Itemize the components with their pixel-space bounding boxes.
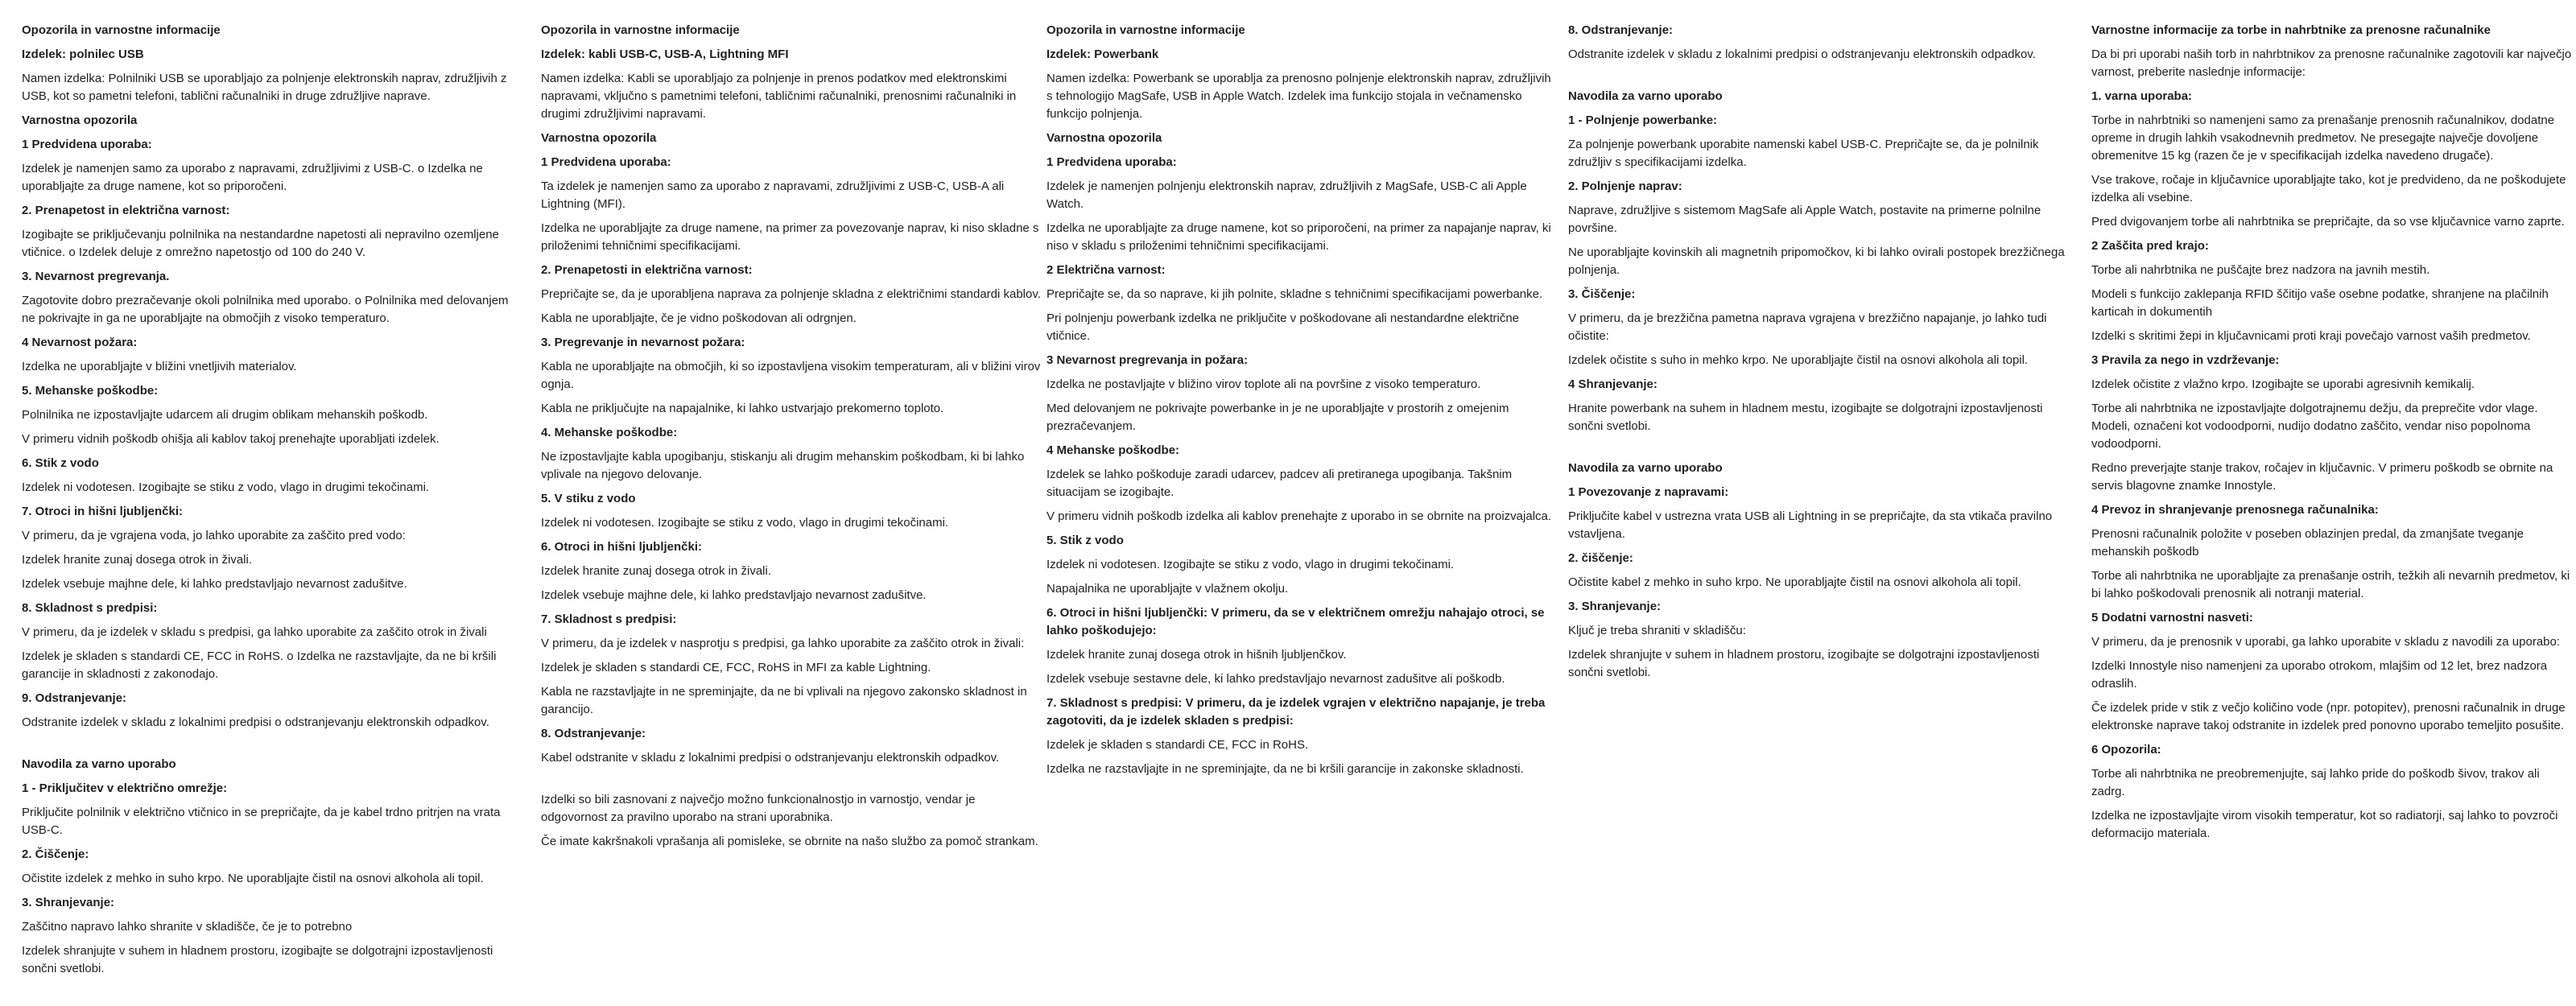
section-heading: 1 - Polnjenje powerbanke:: [1568, 113, 1718, 127]
section-heading: 1 - Priključitev v električno omrežje:: [22, 781, 228, 795]
paragraph: Izdelek je skladen s standardi CE, FCC in RoHS. o Izdelka ne razstavljajte, da ne bi kršili garancije in skladnosti z zakonodajo.: [22, 649, 497, 681]
section-heading: 5. Stik z vodo: [1046, 534, 1124, 547]
paragraph: Kabla ne uporabljajte, če je vidno poškodovan ali odrgnjen.: [541, 311, 857, 325]
column-laptop-bags: [2091, 22, 2574, 849]
section-heading: 8. Odstranjevanje:: [1568, 23, 1674, 37]
paragraph: Izdelki Innostyle niso namenjeni za uporabo otrokom, mlajšim od 12 let, brez nadzora odraslih.: [2091, 659, 2548, 691]
paragraph: Kabla ne priključujte na napajalnike, ki lahko ustvarjajo prekomerno toploto.: [541, 402, 944, 415]
section-heading: 4 Mehanske poškodbe:: [1046, 443, 1180, 457]
paragraph: V primeru, da je brezžična pametna naprava vgrajena v brezžično napajanje, jo lahko tudi očistite:: [1568, 311, 2047, 343]
paragraph: Izdelek je skladen s standardi CE, FCC in RoHS.: [1046, 738, 1309, 752]
section-heading: 2. Čiščenje:: [22, 847, 89, 861]
column-usage-instructions: [1568, 22, 2067, 688]
paragraph: Torbe ali nahrbtnika ne puščajte brez nadzora na javnih mestih.: [2091, 263, 2430, 277]
paragraph: Torbe in nahrbtniki so namenjeni samo za prenašanje prenosnih računalnikov, dodatne opreme in drugih lahkih vsakodnevnih predmetov. Ne presegajte največje dovoljene obremenitve 15 kg (razen če je v specifikacijah izdelka navedeno drugače).: [2091, 113, 2555, 163]
paragraph: Ključ je treba shraniti v skladišču:: [1568, 624, 1746, 637]
paragraph: Če izdelek pride v stik z večjo količino vode (npr. potopitev), prenosni računalnik in druge elektronske naprave takoj odstranite in izdelek pred ponovno uporabo temeljito posušite.: [2091, 701, 2566, 732]
paragraph: Izdelek je namenjen polnjenju elektronskih naprav, združljivih z MagSafe, USB-C ali Apple Watch.: [1046, 179, 1527, 211]
section-heading: Opozorila in varnostne informacije: [541, 23, 740, 37]
paragraph: Zaščitno napravo lahko shranite v skladišče, če je to potrebno: [22, 920, 353, 934]
paragraph: Med delovanjem ne pokrivajte powerbanke in je ne uporabljajte v prostorih z omejenim prezračevanjem.: [1046, 402, 1509, 433]
paragraph: Izdelka ne uporabljajte za druge namene, na primer za povezovanje naprav, ki niso skladne s priloženimi tehničnimi specifikacijami.: [541, 221, 1039, 253]
paragraph: Izdelka ne izpostavljajte virom visokih temperatur, kot so radiatorji, saj lahko to povzroči deformacijo materiala.: [2091, 809, 2558, 840]
paragraph: Priključite kabel v ustrezna vrata USB ali Lightning in se prepričajte, da sta vtikača pravilno vstavljena.: [1568, 509, 2053, 541]
section-heading: Izdelek: Powerbank: [1046, 47, 1159, 61]
paragraph: Izdelek hranite zunaj dosega otrok in hišnih ljubljenčkov.: [1046, 648, 1347, 662]
section-heading: 3. Čiščenje:: [1568, 287, 1636, 301]
section-heading: 5 Dodatni varnostni nasveti:: [2091, 611, 2253, 625]
paragraph: Očistite izdelek z mehko in suho krpo. Ne uporabljajte čistil na osnovi alkohola ali topil.: [22, 872, 484, 885]
paragraph: V primeru, da je vgrajena voda, jo lahko uporabite za zaščito pred vodo:: [22, 529, 406, 542]
paragraph: Očistite kabel z mehko in suho krpo. Ne uporabljajte čistil na osnovi alkohola ali topil.: [1568, 575, 2021, 589]
paragraph: Namen izdelka: Kabli se uporabljajo za polnjenje in prenos podatkov med elektronskimi napravami, vključno s pametnimi telefoni, tabličnimi računalniki, prenosnimi računalniki in drugimi združljivimi napravami.: [541, 72, 1017, 121]
section-heading: 8. Skladnost s predpisi:: [22, 601, 158, 615]
paragraph: Za polnjenje powerbank uporabite namenski kabel USB-C. Prepričajte se, da je polnilnik združljiv s specifikacijami izdelka.: [1568, 138, 2039, 169]
section-heading: 5. V stiku z vodo: [541, 492, 636, 505]
paragraph: V primeru vidnih poškodb izdelka ali kablov prenehajte z uporabo in se obrnite na proizvajalca.: [1046, 509, 1552, 523]
paragraph: Izdelek shranjujte v suhem in hladnem prostoru, izogibajte se dolgotrajni izpostavljenosti sončni svetlobi.: [1568, 648, 2040, 679]
paragraph: Modeli s funkcijo zaklepanja RFID ščitijo vaše osebne podatke, shranjene na plačilnih karticah in dokumentih: [2091, 287, 2549, 319]
paragraph: Izdelek se lahko poškoduje zaradi udarcev, padcev ali pretiranega upogibanja. Takšnim situacijam se izogibajte.: [1046, 468, 1513, 499]
section-heading: 1 Predvidena uporaba:: [541, 155, 671, 169]
section-heading: 5. Mehanske poškodbe:: [22, 384, 159, 398]
paragraph: Izdelki s skritimi žepi in ključavnicami proti kraji povečajo varnost vaših predmetov.: [2091, 329, 2531, 343]
section-heading: 4 Nevarnost požara:: [22, 336, 138, 349]
paragraph: Torbe ali nahrbtnika ne uporabljajte za prenašanje ostrih, težkih ali nevarnih predmetov, ki bi lahko poškodovali prenosnik ali notranji material.: [2091, 569, 2570, 600]
section-heading: 3. Nevarnost pregrevanja.: [22, 270, 170, 283]
paragraph: Izdelek očistite z vlažno krpo. Izogibajte se uporabi agresivnih kemikalij.: [2091, 377, 2475, 391]
paragraph: Izdelek shranjujte v suhem in hladnem prostoru, izogibajte se dolgotrajni izpostavljenosti sončni svetlobi.: [22, 944, 493, 975]
paragraph: Izdelek ni vodotesen. Izogibajte se stiku z vodo, vlago in drugimi tekočinami.: [22, 480, 430, 494]
paragraph: Torbe ali nahrbtnika ne preobremenjujte, saj lahko pride do poškodb šivov, trakov ali zadrg.: [2091, 767, 2540, 798]
paragraph: Pri polnjenju powerbank izdelka ne priključite v poškodovane ali nestandardne električne vtičnice.: [1046, 311, 1520, 343]
section-heading: 3 Nevarnost pregrevanja in požara:: [1046, 353, 1249, 367]
paragraph: Izdelka ne uporabljajte za druge namene, kot so priporočeni, na primer za napajanje naprav, ki niso v skladu s priloženimi tehničnimi specifikacijami.: [1046, 221, 1551, 253]
section-heading: Navodila za varno uporabo: [22, 757, 176, 771]
section-heading: 1 Predvidena uporaba:: [1046, 155, 1177, 169]
paragraph: Hranite powerbank na suhem in hladnem mestu, izogibajte se dolgotrajni izpostavljenosti sončni svetlobi.: [1568, 402, 2043, 433]
section-heading: 7. Otroci in hišni ljubljenčki:: [22, 505, 184, 518]
section-heading: 3. Shranjevanje:: [1568, 600, 1662, 613]
paragraph: Izdelka ne uporabljajte v bližini vnetljivih materialov.: [22, 360, 297, 373]
section-heading: Navodila za varno uporabo: [1568, 89, 1723, 103]
paragraph: Pred dvigovanjem torbe ali nahrbtnika se prepričajte, da so vse ključavnice varno zaprte.: [2091, 215, 2565, 229]
section-heading: Navodila za varno uporabo: [1568, 461, 1723, 475]
section-heading: 7. Skladnost s predpisi: V primeru, da je izdelek vgrajen v električno napajanje, je treba zagotoviti, da je izdelek skladen s predpisi:: [1046, 696, 1546, 728]
paragraph: Ne uporabljajte kovinskih ali magnetnih pripomočkov, ki bi lahko ovirali postopek brezžičnega polnjenja.: [1568, 245, 2065, 277]
paragraph: Kabla ne razstavljajte in ne spreminjajte, da ne bi vplivali na njegovo zakonsko skladnost in garancijo.: [541, 685, 1027, 716]
section-heading: 4 Prevoz in shranjevanje prenosnega računalnika:: [2091, 503, 2379, 517]
paragraph: Izdelka ne postavljajte v bližino virov toplote ali na površine z visoko temperaturo.: [1046, 377, 1481, 391]
paragraph: Namen izdelka: Polnilniki USB se uporabljajo za polnjenje elektronskih naprav, združljivih z USB, kot so pametni telefoni, tablični računalniki in druge združljive naprave.: [22, 72, 507, 103]
section-heading: 3. Shranjevanje:: [22, 896, 115, 909]
section-heading: Varnostna opozorila: [1046, 131, 1162, 145]
paragraph: Namen izdelka: Powerbank se uporablja za prenosno polnjenje elektronskih naprav, združljivih s tehnologijo MagSafe, USB in Apple Watch. Izdelek ima funkcijo stojala in večnamensko funkcijo polnjenja.: [1046, 72, 1551, 121]
paragraph: Kabel odstranite v skladu z lokalnimi predpisi o odstranjevanju elektronskih odpadkov.: [541, 751, 1000, 765]
paragraph: Izdelki so bili zasnovani z največjo možno funkcionalnostjo in varnostjo, vendar je odgovornost za pravilno uporabo na strani uporabnika.: [541, 793, 976, 824]
paragraph: V primeru vidnih poškodb ohišja ali kablov takoj prenehajte uporabljati izdelek.: [22, 432, 440, 446]
paragraph: Prepričajte se, da je uporabljena naprava za polnjenje skladna z električnimi standardi kablov.: [541, 287, 1041, 301]
column-powerbank: [1046, 22, 1552, 785]
section-heading: 2. Polnjenje naprav:: [1568, 179, 1682, 193]
paragraph: Naprave, združljive s sistemom MagSafe ali Apple Watch, postavite na primerne polnilne površine.: [1568, 204, 2041, 235]
section-heading: Opozorila in varnostne informacije: [22, 23, 221, 37]
section-heading: Varnostna opozorila: [22, 113, 138, 127]
paragraph: Izogibajte se priključevanju polnilnika na nestandardne napetosti ali nepravilno ozemljene vtičnice. o Izdelek deluje z omrežno napetostjo od 100 do 240 V.: [22, 228, 499, 259]
paragraph: V primeru, da je izdelek v skladu s predpisi, ga lahko uporabite za zaščito otrok in živali: [22, 625, 487, 639]
paragraph: Torbe ali nahrbtnika ne izpostavljajte dolgotrajnemu dežju, da preprečite vdor vlage. Modeli, označeni kot vodoodporni, nudijo dodatno zaščito, vendar niso popolnoma vodoodporni.: [2091, 402, 2538, 451]
paragraph: Prepričajte se, da so naprave, ki jih polnite, skladne s tehničnimi specifikacijami powerbanke.: [1046, 287, 1543, 301]
paragraph: Ne izpostavljajte kabla upogibanju, stiskanju ali drugim mehanskim poškodbam, ki bi lahko vplivale na njegovo delovanje.: [541, 450, 1025, 481]
paragraph: Priključite polnilnik v električno vtičnico in se prepričajte, da je kabel trdno pritrjen na vrata USB-C.: [22, 806, 501, 837]
paragraph: Izdelek hranite zunaj dosega otrok in živali.: [22, 553, 252, 567]
paragraph: Izdelek vsebuje majhne dele, ki lahko predstavljajo nevarnost zadušitve.: [541, 588, 927, 602]
paragraph: Izdelka ne razstavljajte in ne spreminjajte, da ne bi kršili garancije in zakonske skladnosti.: [1046, 762, 1524, 776]
paragraph: Ta izdelek je namenjen samo za uporabo z napravami, združljivimi z USB-C, USB-A ali Lightning (MFI).: [541, 179, 1005, 211]
paragraph: Izdelek hranite zunaj dosega otrok in živali.: [541, 564, 771, 578]
paragraph: Izdelek očistite s suho in mehko krpo. Ne uporabljajte čistil na osnovi alkohola ali topil.: [1568, 353, 2029, 367]
section-heading: 2. Prenapetost in električna varnost:: [22, 204, 230, 217]
paragraph: Da bi pri uporabi naših torb in nahrbtnikov za prenosne računalnike zagotovili kar največjo varnost, preberite naslednje informacije:: [2091, 47, 2572, 79]
paragraph: Odstranite izdelek v skladu z lokalnimi predpisi o odstranjevanju elektronskih odpadkov.: [22, 715, 489, 729]
section-heading: 1 Povezovanje z napravami:: [1568, 485, 1729, 499]
paragraph: V primeru, da je prenosnik v uporabi, ga lahko uporabite v skladu z navodili za uporabo:: [2091, 635, 2561, 649]
paragraph: Izdelek je namenjen samo za uporabo z napravami, združljivimi z USB-C. o Izdelka ne uporabljajte za druge namene, kot so priporočeni.: [22, 162, 483, 193]
paragraph: Redno preverjajte stanje trakov, ročajev in ključavnic. V primeru poškodb se obrnite na servis blagovne znamke Innostyle.: [2091, 461, 2553, 493]
section-heading: 2. čiščenje:: [1568, 551, 1633, 565]
section-heading: 7. Skladnost s predpisi:: [541, 612, 677, 626]
paragraph: Prenosni računalnik položite v poseben oblazinjen predal, da zmanjšate tveganje mehanskih poškodb: [2091, 527, 2524, 559]
column-cables: [541, 22, 1044, 857]
section-heading: 4. Mehanske poškodbe:: [541, 426, 678, 439]
section-heading: 6. Stik z vodo: [22, 456, 99, 470]
paragraph: Zagotovite dobro prezračevanje okoli polnilnika med uporabo. o Polnilnika med delovanjem ne pokrivajte in ga ne uporabljajte na območjih z visoko temperaturo.: [22, 294, 509, 325]
paragraph: Če imate kakršnakoli vprašanja ali pomisleke, se obrnite na našo službo za pomoč strankam.: [541, 835, 1038, 848]
paragraph: Kabla ne uporabljajte na območjih, ki so izpostavljena visokim temperaturam, ali v bližini virov ognja.: [541, 360, 1041, 391]
section-heading: 1 Predvidena uporaba:: [22, 138, 152, 151]
section-heading: 1. varna uporaba:: [2091, 89, 2193, 103]
section-heading: 8. Odstranjevanje:: [541, 727, 646, 740]
paragraph: Polnilnika ne izpostavljajte udarcem ali drugim oblikam mehanskih poškodb.: [22, 408, 428, 422]
section-heading: Opozorila in varnostne informacije: [1046, 23, 1245, 37]
section-heading: 2. Prenapetosti in električna varnost:: [541, 263, 753, 277]
section-heading: 6. Otroci in hišni ljubljenčki:: [541, 540, 703, 554]
paragraph: Vse trakove, ročaje in ključavnice uporabljajte tako, kot je predvideno, da ne poškodujete izdelka ali vsebine.: [2091, 173, 2566, 204]
section-heading: 9. Odstranjevanje:: [22, 691, 127, 705]
paragraph: Izdelek je skladen s standardi CE, FCC, RoHS in MFI za kable Lightning.: [541, 661, 931, 674]
section-heading: Izdelek: kabli USB-C, USB-A, Lightning MFI: [541, 47, 789, 61]
section-heading: 6 Opozorila:: [2091, 743, 2161, 757]
section-heading: 3. Pregrevanje in nevarnost požara:: [541, 336, 745, 349]
paragraph: Napajalnika ne uporabljajte v vlažnem okolju.: [1046, 582, 1289, 596]
paragraph: Izdelek ni vodotesen. Izogibajte se stiku z vodo, vlago in drugimi tekočinami.: [1046, 558, 1455, 571]
paragraph: Izdelek vsebuje majhne dele, ki lahko predstavljajo nevarnost zadušitve.: [22, 577, 407, 591]
paragraph: Izdelek vsebuje sestavne dele, ki lahko predstavljajo nevarnost zadušitve ali poškodb.: [1046, 672, 1505, 686]
section-heading: 4 Shranjevanje:: [1568, 377, 1657, 391]
paragraph: Odstranite izdelek v skladu z lokalnimi predpisi o odstranjevanju elektronskih odpadkov.: [1568, 47, 2036, 61]
section-heading: 2 Zaščita pred krajo:: [2091, 239, 2209, 253]
section-heading: Varnostna opozorila: [541, 131, 657, 145]
section-heading: Varnostne informacije za torbe in nahrbtnike za prenosne računalnike: [2091, 23, 2491, 37]
paragraph: V primeru, da je izdelek v nasprotju s predpisi, ga lahko uporabite za zaščito otrok in živali:: [541, 637, 1025, 650]
section-heading: 6. Otroci in hišni ljubljenčki: V primeru, da se v električnem omrežju nahajajo otroci, se lahko poškodujejo:: [1046, 606, 1545, 637]
section-heading: Izdelek: polnilec USB: [22, 47, 144, 61]
section-heading: 2 Električna varnost:: [1046, 263, 1166, 277]
section-heading: 3 Pravila za nego in vzdrževanje:: [2091, 353, 2280, 367]
paragraph: Izdelek ni vodotesen. Izogibajte se stiku z vodo, vlago in drugimi tekočinami.: [541, 516, 949, 530]
column-usb-charger: [22, 22, 525, 984]
